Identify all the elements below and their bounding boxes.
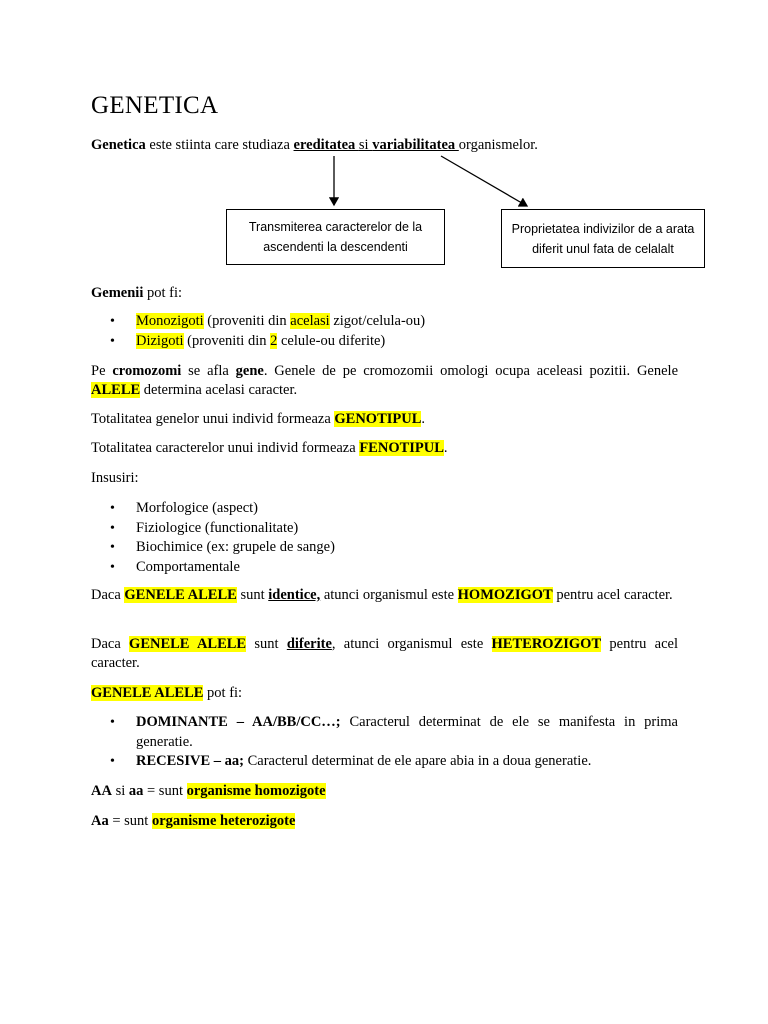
twin-highlight: 2: [270, 332, 278, 349]
intro-term: Genetica: [91, 137, 146, 153]
alleles-term: GENELE ALELE: [91, 685, 204, 701]
homo-text: pentru acel caracter.: [552, 587, 673, 603]
genotype-term: GENOTIPUL: [334, 411, 422, 427]
intro-text: si: [358, 137, 373, 153]
arrow-variabilitatea: [441, 156, 527, 206]
box-heredity: [226, 209, 445, 265]
hetero-text: , atunci organismul este: [331, 636, 492, 652]
chromo-text: determina acelasi caracter.: [140, 382, 298, 398]
twins-rest: pot fi:: [143, 285, 183, 301]
phenotype-paragraph: [91, 439, 678, 458]
heterozygous-organisms: organisme heterozigote: [151, 813, 296, 829]
chromo-text: se afla: [181, 363, 236, 379]
homo-text: Daca: [91, 587, 125, 603]
box-variability-text: Proprietatea indivizilor de a arata diferit unul fata de celalalt: [511, 221, 695, 256]
genotype-AA: AA: [91, 783, 112, 799]
list-item: [91, 713, 678, 752]
hetero-alele: GENELE ALELE: [129, 636, 247, 652]
alleles-rest: pot fi:: [203, 685, 243, 701]
hetero-term: HETEROZIGOT: [491, 636, 602, 652]
page-title: GENETICA: [91, 92, 219, 119]
twin-text: (proveniti din: [183, 332, 271, 349]
list-item: • Comportamentale: [91, 558, 678, 578]
chromo-text: Pe: [91, 363, 113, 379]
line-text: = sunt: [143, 783, 187, 799]
chromo-bold: gene: [235, 363, 264, 379]
homo-term: HOMOZIGOT: [457, 587, 553, 603]
list-item: [91, 332, 678, 352]
list-item: • Biochimice (ex: grupele de sange): [91, 538, 678, 558]
dominant-text: Caracterul determinat de ele se manifesta in prima generatie.: [136, 714, 678, 750]
twin-text: celule-ou diferite): [277, 332, 386, 349]
twin-type: Monozigoti: [136, 313, 204, 329]
heterozygous-paragraph: [91, 635, 678, 673]
list-item: [91, 752, 678, 772]
traits-heading: Insusiri:: [91, 470, 139, 486]
traits-list: [91, 499, 678, 577]
line-text: = sunt: [108, 813, 152, 829]
dominant-label: DOMINANTE – AA/BB/CC…;: [136, 714, 341, 730]
twin-type: Dizigoti: [136, 332, 184, 349]
homozygous-organisms: organisme homozigote: [186, 783, 326, 799]
box-variability: [501, 209, 705, 268]
box-heredity-text: Transmiterea caracterelor de la ascendenti la descendenti: [248, 220, 423, 254]
intro-text: este stiinta care studiaza: [145, 137, 294, 153]
genotype-paragraph: [91, 410, 678, 429]
twin-text: zigot/celula-ou): [329, 313, 426, 329]
twin-highlight: acelasi: [290, 313, 330, 329]
heterozygous-organisms-line: [91, 812, 678, 831]
chromo-alele: ALELE: [91, 382, 141, 398]
homozygous-organisms-line: [91, 782, 678, 801]
chromosome-paragraph: [91, 362, 678, 400]
chromo-text: . Genele de pe cromozomii omologi ocupa aceleasi pozitii. Genele: [263, 363, 679, 379]
list-item: [91, 312, 678, 332]
intro-paragraph: [91, 136, 678, 155]
word-ereditatea: ereditatea: [293, 137, 359, 153]
hetero-text: Daca: [91, 636, 130, 652]
list-item: • Morfologice (aspect): [91, 499, 678, 519]
list-item: • Fiziologice (functionalitate): [91, 519, 678, 539]
genotype-end: .: [421, 411, 426, 427]
word-variabilitatea: variabilitatea: [372, 137, 459, 153]
recessive-label: RECESIVE – aa;: [136, 753, 244, 769]
genotype-text: Totalitatea genelor unui individ formeaza: [91, 411, 335, 427]
homo-text: sunt: [236, 587, 269, 603]
homo-text: atunci organismul este: [320, 587, 458, 603]
alleles-list: [91, 713, 678, 772]
homozygous-paragraph: [91, 586, 678, 605]
twin-text: (proveniti din: [203, 313, 291, 329]
hetero-text: pentru acel caracter.: [91, 636, 679, 671]
intro-text: organismelor.: [458, 137, 538, 153]
genotype-aa: aa: [128, 783, 144, 799]
phenotype-text: Totalitatea caracterelor unui individ formeaza: [91, 440, 360, 456]
chromo-bold: cromozomi: [112, 363, 182, 379]
twins-term: Gemenii: [91, 285, 144, 301]
hetero-diferite: diferite: [286, 636, 332, 652]
twins-list: [91, 312, 678, 351]
homo-alele: GENELE ALELE: [124, 587, 237, 603]
phenotype-term: FENOTIPUL: [359, 440, 444, 456]
recessive-text: Caracterul determinat de ele apare abia in a doua generatie.: [243, 753, 592, 769]
alleles-heading: [91, 684, 678, 703]
twins-heading: [91, 284, 678, 303]
phenotype-end: .: [443, 440, 448, 456]
line-text: si: [111, 783, 129, 799]
hetero-text: sunt: [246, 636, 287, 652]
homo-identice: identice,: [268, 587, 321, 603]
genotype-Aa: Aa: [91, 813, 109, 829]
